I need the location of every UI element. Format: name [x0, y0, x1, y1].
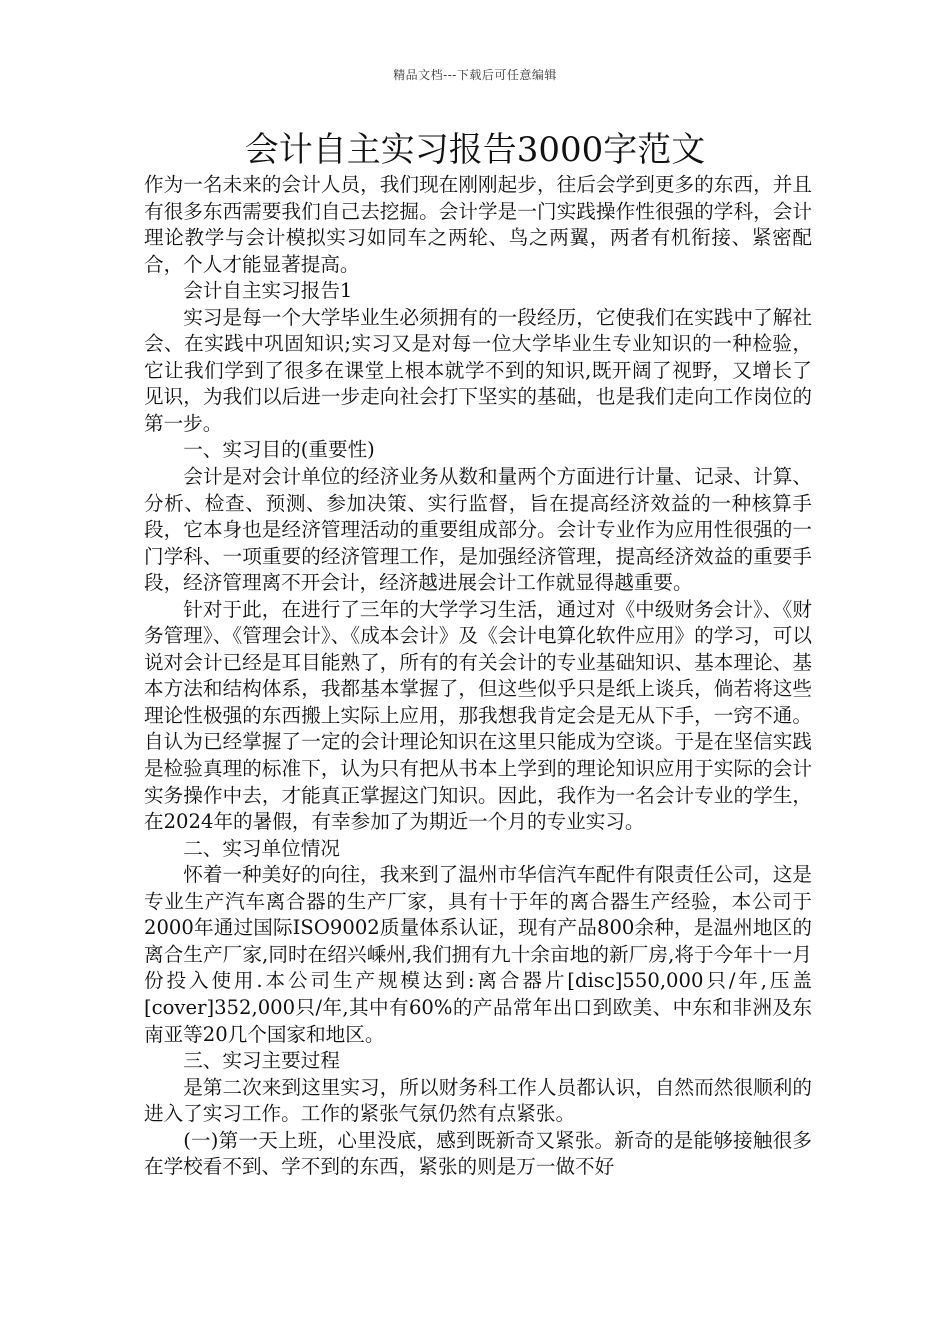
document-body	[144, 172, 812, 1181]
paragraph: 会计是对会计单位的经济业务从数和量两个方面进行计量、记录、计算、分析、检查、预测、参加决策、实行监督，旨在提高经济效益的一种核算手段，它本身也是经济管理活动的重要组成部分。会计专业作为应用性很强的一门学科、一项重要的经济管理工作，是加强经济管理，提高经济效益的重要手段，经济管理离不开会计，经济越进展会计工作就显得越重要。	[144, 465, 812, 595]
paragraph: 会计自主实习报告1	[183, 279, 353, 303]
paragraph: 一、实习目的(重要性)	[183, 438, 375, 462]
paragraph: 怀着一种美好的向往，我来到了温州市华信汽车配件有限责任公司，这是专业生产汽车离合器的生产厂家，具有十于年的离合器生产经验，本公司于2000年通过国际ISO9002质量体系认证，现有产品800余种，是温州地区的离合生产厂家,同时在绍兴嵊州,我们拥有九十余亩地的新厂房,将于今年十一月份投入使用.本公司生产规模达到:离合器片[disc]550,000只/年,压盖[cover]352,000只/年,其中有60%的产品常年出口到欧美、中东和非洲及东南亚等20几个国家和地区。	[144, 863, 812, 1046]
paragraph: 作为一名未来的会计人员，我们现在刚刚起步，往后会学到更多的东西，并且有很多东西需要我们自己去挖掘。会计学是一门实践操作性很强的学科，会计理论教学与会计模拟实习如同车之两轮、鸟之两翼，两者有机衔接、紧密配合，个人才能显著提高。	[144, 173, 812, 276]
header-note: 精品文档---下载后可任意编辑	[393, 68, 557, 82]
document-title: 会计自主实习报告3000字范文	[244, 130, 706, 170]
paragraph: 三、实习主要过程	[183, 1049, 340, 1073]
paragraph: (一)第一天上班，心里没底，感到既新奇又紧张。新奇的是能够接触很多在学校看不到、学不到的东西，紧张的则是万一做不好	[144, 1128, 812, 1179]
paragraph: 实习是每一个大学毕业生必须拥有的一段经历，它使我们在实践中了解社会、在实践中巩固知识;实习又是对每一位大学毕业生专业知识的一种检验，它让我们学到了很多在课堂上根本就学不到的知识,既开阔了视野，又增长了见识，为我们以后进一步走向社会打下坚实的基础，也是我们走向工作岗位的第一步。	[144, 305, 812, 435]
paragraph: 是第二次来到这里实习，所以财务科工作人员都认识，自然而然很顺利的进入了实习工作。工作的紧张气氛仍然有点紧张。	[144, 1075, 812, 1126]
paragraph: 针对于此，在进行了三年的大学学习生活，通过对《中级财务会计》、《财务管理》、《管理会计》、《成本会计》及《会计电算化软件应用》的学习，可以说对会计已经是耳目能熟了，所有的有关会计的专业基础知识、基本理论、基本方法和结构体系，我都基本掌握了，但这些似乎只是纸上谈兵，倘若将这些理论性极强的东西搬上实际上应用，那我想我肯定会是无从下手，一窍不通。自认为已经掌握了一定的会计理论知识在这里只能成为空谈。于是在坚信实践是检验真理的标准下，认为只有把从书本上学到的理论知识应用于实际的会计实务操作中去，才能真正掌握这门知识。因此，我作为一名会计专业的学生，在2024年的暑假，有幸参加了为期近一个月的专业实习。	[144, 597, 812, 834]
paragraph: 二、实习单位情况	[183, 836, 340, 860]
